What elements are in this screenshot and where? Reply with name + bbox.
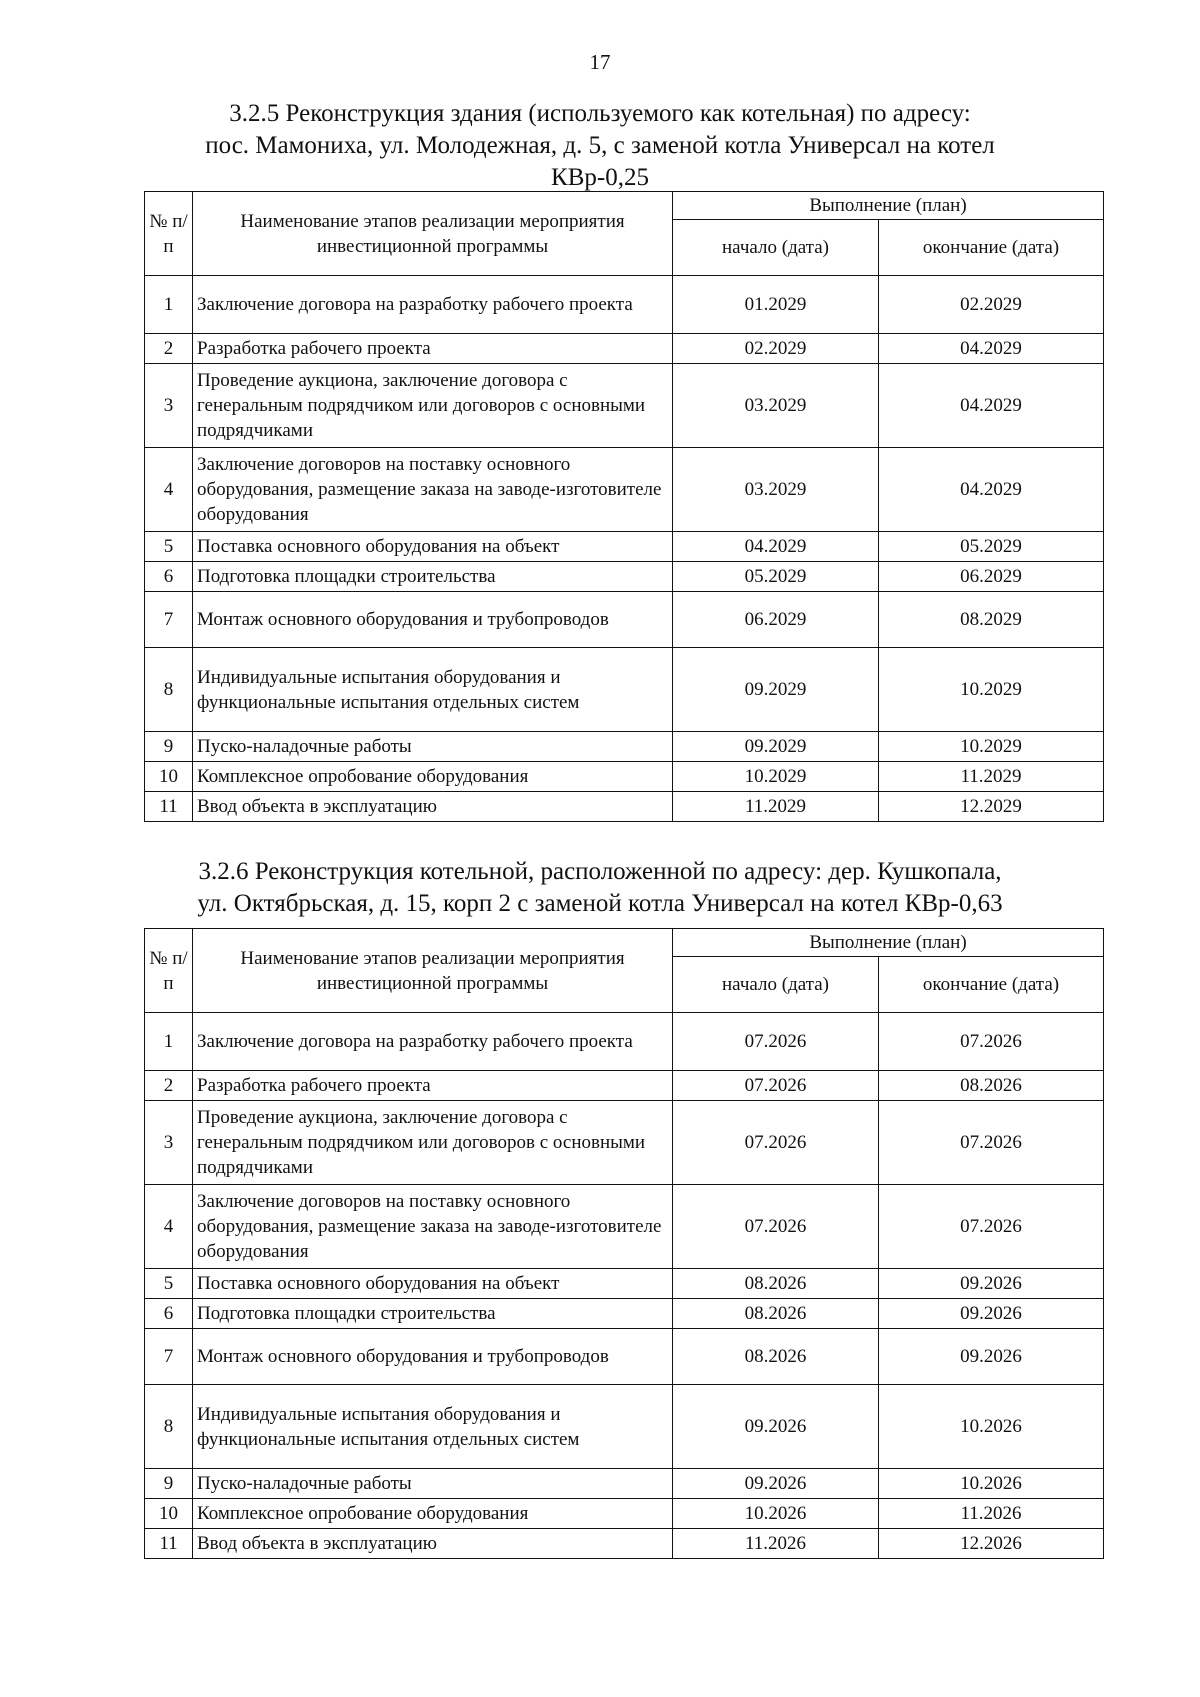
- row-end-date: 07.2026: [879, 1013, 1104, 1071]
- row-end-date: 09.2026: [879, 1329, 1104, 1385]
- table-row: [145, 364, 1104, 448]
- row-number: 2: [145, 1071, 193, 1101]
- table-row: [145, 562, 1104, 592]
- table-row: [145, 792, 1104, 822]
- section-title-3-2-6: [140, 856, 1060, 920]
- row-end-date: 12.2026: [879, 1529, 1104, 1559]
- row-end-date: 09.2026: [879, 1269, 1104, 1299]
- row-stage-name: Комплексное опробование оборудования: [193, 1499, 673, 1529]
- title-line: 3.2.5 Реконструкция здания (используемого как котельная) по адресу:: [229, 100, 971, 127]
- row-end-date: 08.2026: [879, 1071, 1104, 1101]
- row-number: 10: [145, 762, 193, 792]
- row-start-date: 08.2026: [673, 1299, 879, 1329]
- table-row: [145, 592, 1104, 648]
- row-stage-name: Проведение аукциона, заключение договора с генеральным подрядчиком или договоров с основными подрядчиками: [193, 1101, 673, 1185]
- row-end-date: 09.2026: [879, 1299, 1104, 1329]
- row-number: 4: [145, 1185, 193, 1269]
- row-number: 5: [145, 532, 193, 562]
- row-stage-name: Поставка основного оборудования на объект: [193, 1269, 673, 1299]
- row-start-date: 03.2029: [673, 448, 879, 532]
- row-end-date: 10.2029: [879, 648, 1104, 732]
- row-end-date: 04.2029: [879, 334, 1104, 364]
- row-end-date: 02.2029: [879, 276, 1104, 334]
- row-end-date: 07.2026: [879, 1101, 1104, 1185]
- table-row: [145, 1385, 1104, 1469]
- table-row: [145, 732, 1104, 762]
- table-row: [145, 762, 1104, 792]
- row-end-date: 06.2029: [879, 562, 1104, 592]
- row-stage-name: Пуско-наладочные работы: [193, 1469, 673, 1499]
- row-number: 6: [145, 1299, 193, 1329]
- row-start-date: 10.2026: [673, 1499, 879, 1529]
- table-body: [145, 276, 1104, 822]
- row-number: 6: [145, 562, 193, 592]
- row-stage-name: Подготовка площадки строительства: [193, 1299, 673, 1329]
- row-start-date: 07.2026: [673, 1013, 879, 1071]
- row-start-date: 11.2029: [673, 792, 879, 822]
- row-stage-name: Разработка рабочего проекта: [193, 334, 673, 364]
- row-stage-name: Разработка рабочего проекта: [193, 1071, 673, 1101]
- header-execution: Выполнение (план): [673, 929, 1104, 957]
- row-end-date: 04.2029: [879, 364, 1104, 448]
- row-stage-name: Монтаж основного оборудования и трубопроводов: [193, 592, 673, 648]
- row-number: 2: [145, 334, 193, 364]
- row-end-date: 10.2026: [879, 1385, 1104, 1469]
- table-row: [145, 1071, 1104, 1101]
- row-start-date: 10.2029: [673, 762, 879, 792]
- row-start-date: 08.2026: [673, 1329, 879, 1385]
- row-end-date: 07.2026: [879, 1185, 1104, 1269]
- header-end: окончание (дата): [879, 220, 1104, 276]
- row-start-date: 01.2029: [673, 276, 879, 334]
- row-number: 11: [145, 1529, 193, 1559]
- row-number: 8: [145, 648, 193, 732]
- table-row: [145, 532, 1104, 562]
- table-row: [145, 1269, 1104, 1299]
- row-stage-name: Пуско-наладочные работы: [193, 732, 673, 762]
- row-stage-name: Проведение аукциона, заключение договора с генеральным подрядчиком или договоров с основными подрядчиками: [193, 364, 673, 448]
- row-stage-name: Поставка основного оборудования на объект: [193, 532, 673, 562]
- row-end-date: 10.2029: [879, 732, 1104, 762]
- row-start-date: 07.2026: [673, 1101, 879, 1185]
- row-stage-name: Заключение договоров на поставку основного оборудования, размещение заказа на заводе-изготовителе оборудования: [193, 1185, 673, 1269]
- row-start-date: 09.2026: [673, 1469, 879, 1499]
- title-line: 3.2.6 Реконструкция котельной, расположенной по адресу: дер. Кушкопала,: [198, 858, 1002, 885]
- table-row: [145, 1185, 1104, 1269]
- schedule-table-3-2-6: [144, 928, 1104, 1559]
- table-row: [145, 1469, 1104, 1499]
- row-end-date: 11.2026: [879, 1499, 1104, 1529]
- row-number: 3: [145, 1101, 193, 1185]
- row-number: 5: [145, 1269, 193, 1299]
- row-start-date: 03.2029: [673, 364, 879, 448]
- title-line: ул. Октябрьская, д. 15, корп 2 с заменой котла Универсал на котел КВр-0,63: [197, 890, 1003, 917]
- row-end-date: 08.2029: [879, 592, 1104, 648]
- row-end-date: 11.2029: [879, 762, 1104, 792]
- header-execution: Выполнение (план): [673, 192, 1104, 220]
- row-stage-name: Заключение договоров на поставку основного оборудования, размещение заказа на заводе-изготовителе оборудования: [193, 448, 673, 532]
- row-stage-name: Монтаж основного оборудования и трубопроводов: [193, 1329, 673, 1385]
- row-start-date: 07.2026: [673, 1185, 879, 1269]
- row-start-date: 11.2026: [673, 1529, 879, 1559]
- row-start-date: 04.2029: [673, 532, 879, 562]
- row-start-date: 08.2026: [673, 1269, 879, 1299]
- table-row: [145, 1499, 1104, 1529]
- row-start-date: 07.2026: [673, 1071, 879, 1101]
- header-name: Наименование этапов реализации мероприятия инвестиционной программы: [193, 192, 673, 276]
- row-start-date: 09.2026: [673, 1385, 879, 1469]
- row-number: 1: [145, 276, 193, 334]
- row-number: 4: [145, 448, 193, 532]
- table-body: [145, 1013, 1104, 1559]
- row-start-date: 09.2029: [673, 648, 879, 732]
- table-row: [145, 1101, 1104, 1185]
- header-end: окончание (дата): [879, 957, 1104, 1013]
- row-number: 9: [145, 732, 193, 762]
- row-stage-name: Заключение договора на разработку рабочего проекта: [193, 1013, 673, 1071]
- row-number: 11: [145, 792, 193, 822]
- page-number: 17: [589, 50, 611, 74]
- section-title-3-2-5: [140, 98, 1060, 194]
- table-row: [145, 334, 1104, 364]
- row-start-date: 06.2029: [673, 592, 879, 648]
- row-end-date: 10.2026: [879, 1469, 1104, 1499]
- table-row: [145, 1529, 1104, 1559]
- header-start: начало (дата): [673, 220, 879, 276]
- row-stage-name: Комплексное опробование оборудования: [193, 762, 673, 792]
- row-stage-name: Ввод объекта в эксплуатацию: [193, 1529, 673, 1559]
- header-num: № п/п: [145, 929, 193, 1013]
- header-name: Наименование этапов реализации мероприятия инвестиционной программы: [193, 929, 673, 1013]
- row-start-date: 09.2029: [673, 732, 879, 762]
- table-row: [145, 276, 1104, 334]
- title-line: КВр-0,25: [551, 164, 649, 191]
- row-end-date: 12.2029: [879, 792, 1104, 822]
- header-start: начало (дата): [673, 957, 879, 1013]
- row-number: 9: [145, 1469, 193, 1499]
- row-number: 3: [145, 364, 193, 448]
- table-row: [145, 448, 1104, 532]
- row-stage-name: Подготовка площадки строительства: [193, 562, 673, 592]
- row-stage-name: Индивидуальные испытания оборудования и функциональные испытания отдельных систем: [193, 648, 673, 732]
- row-stage-name: Ввод объекта в эксплуатацию: [193, 792, 673, 822]
- row-number: 10: [145, 1499, 193, 1529]
- row-number: 7: [145, 592, 193, 648]
- row-number: 1: [145, 1013, 193, 1071]
- row-number: 8: [145, 1385, 193, 1469]
- table-row: [145, 1299, 1104, 1329]
- schedule-table-3-2-5: [144, 191, 1104, 822]
- row-start-date: 02.2029: [673, 334, 879, 364]
- row-number: 7: [145, 1329, 193, 1385]
- table-row: [145, 1329, 1104, 1385]
- row-end-date: 04.2029: [879, 448, 1104, 532]
- title-line: пос. Мамониха, ул. Молодежная, д. 5, с заменой котла Универсал на котел: [205, 132, 995, 159]
- table-row: [145, 1013, 1104, 1071]
- row-stage-name: Индивидуальные испытания оборудования и функциональные испытания отдельных систем: [193, 1385, 673, 1469]
- row-end-date: 05.2029: [879, 532, 1104, 562]
- row-start-date: 05.2029: [673, 562, 879, 592]
- table-row: [145, 648, 1104, 732]
- header-num: № п/п: [145, 192, 193, 276]
- row-stage-name: Заключение договора на разработку рабочего проекта: [193, 276, 673, 334]
